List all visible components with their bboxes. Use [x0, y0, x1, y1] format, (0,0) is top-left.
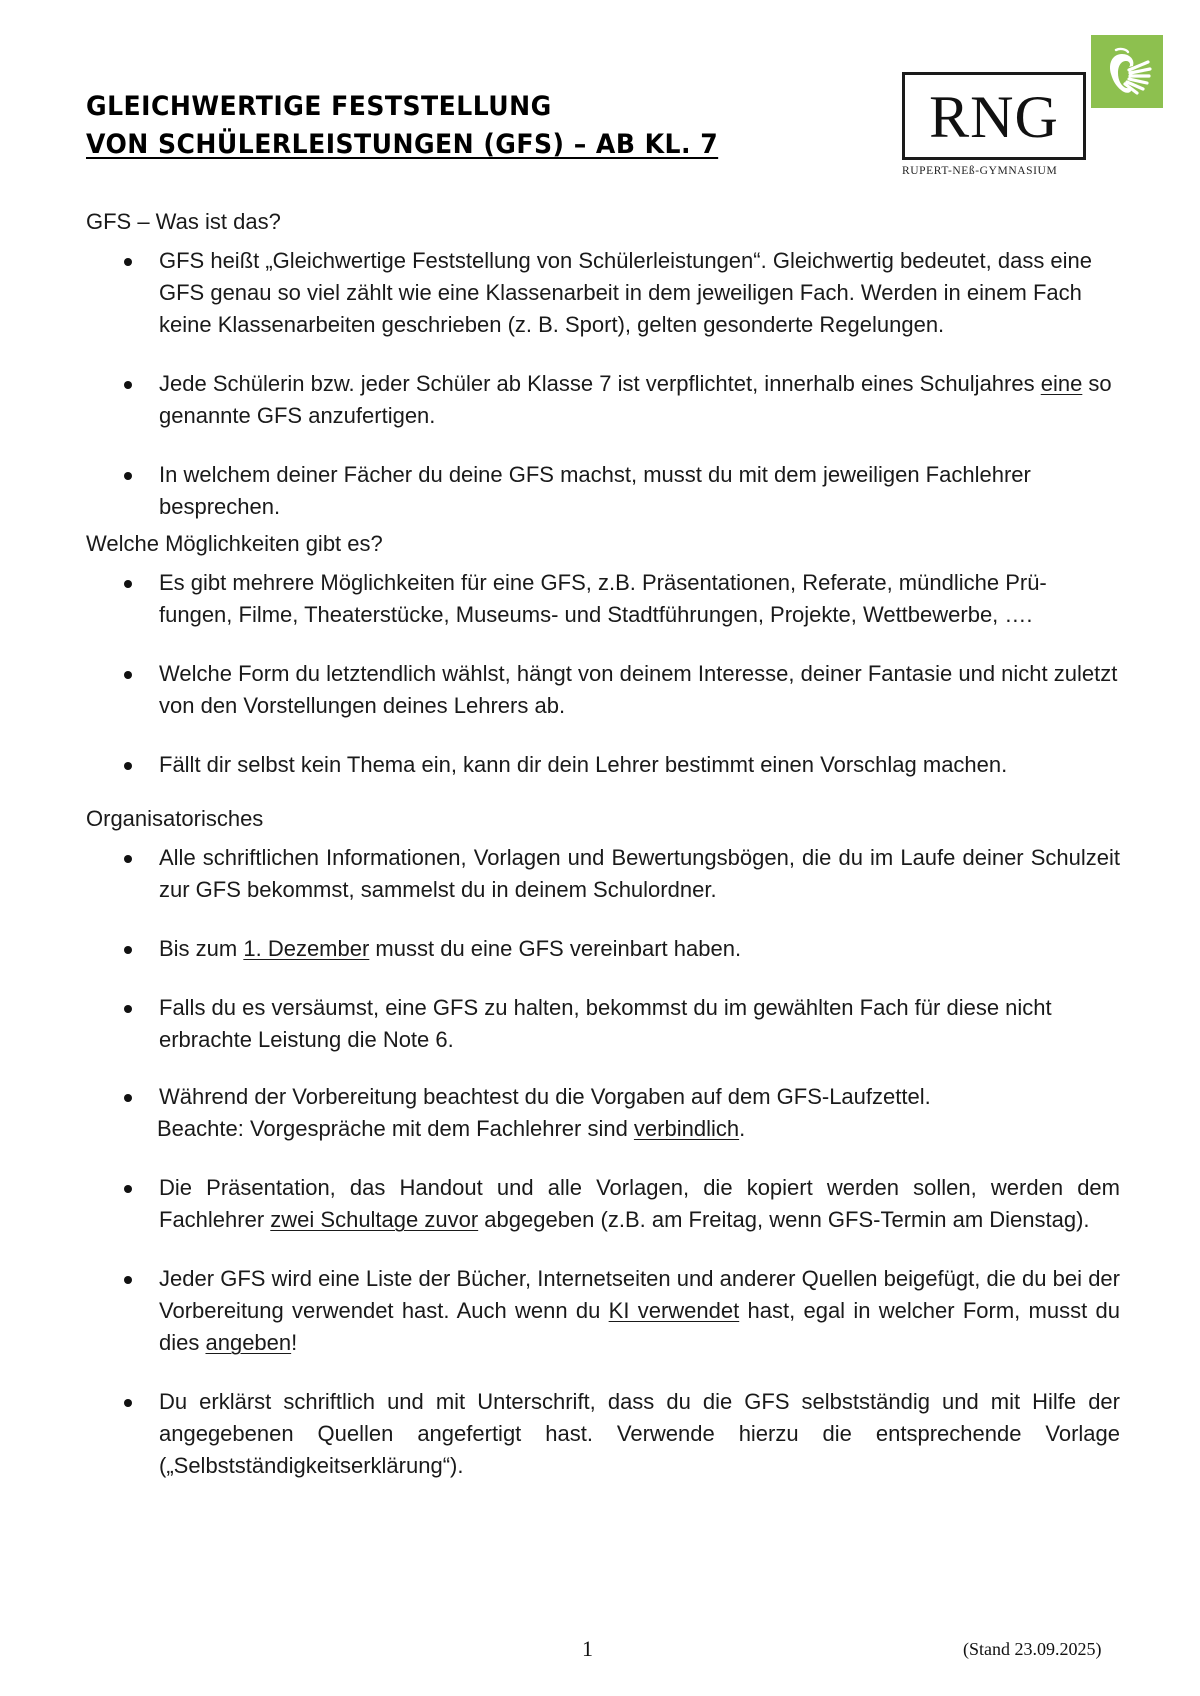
list-item [86, 567, 1120, 631]
emphasis-text: 1. Dezember [243, 936, 370, 961]
list-item [86, 658, 1120, 722]
list-item [86, 1263, 1120, 1359]
list-item-text [159, 1175, 1120, 1232]
section-1 [86, 206, 1120, 523]
text-run: Falls du es versäumst, eine GFS zu halten, bekommst du im gewählten Fach für diese nicht erbrachte Leistung die Note 6. [159, 995, 1052, 1052]
list-item-text [159, 752, 1007, 777]
bullet-icon [124, 1185, 132, 1193]
list-item-text [159, 1266, 1120, 1355]
section-2 [86, 528, 1120, 781]
bullet-icon [124, 472, 132, 480]
list-item [86, 992, 1120, 1056]
logo-letters: RNG [929, 84, 1059, 150]
bullet-icon [124, 946, 132, 954]
section-heading: GFS – Was ist das? [86, 209, 281, 234]
text-run: so genannte GFS anzufertigen. [159, 371, 1112, 428]
bullet-list [86, 567, 1120, 781]
text-run: Du erklärst schriftlich und mit Unterschrift, dass du die GFS selbstständig und mit Hilfe der angegebenen Quellen angefertigt hast. Verwende hierzu die entsprechende Vorlage („Selbstständigkeitserklärung“). [159, 1389, 1120, 1478]
section-heading: Organisatorisches [86, 806, 264, 831]
text-run: Bis zum [159, 936, 244, 961]
text-run: Alle schriftlichen Informationen, Vorlagen und Bewertungsbögen, die du im Laufe deiner Schulzeit zur GFS bekommst, sammelst du in deinem Schulordner. [159, 845, 1120, 902]
list-item [86, 1172, 1120, 1236]
bullet-icon [124, 1005, 132, 1013]
list-item-text [159, 1084, 931, 1109]
text-run: In welchem deiner Fächer du deine GFS machst, musst du mit dem jeweiligen Fachlehrer besprechen. [159, 462, 1031, 519]
emphasis-text: zwei Schultage zuvor [270, 1207, 479, 1232]
bullet-icon [124, 762, 132, 770]
text-run: Jeder GFS wird eine Liste der Bücher, Internetseiten und anderer Quellen beigefügt, die du bei der Vorbereitung verwendet hast. Auch wenn du [159, 1266, 1120, 1323]
list-item [86, 749, 1120, 781]
section-3 [86, 803, 1120, 1482]
bullet-icon [124, 258, 132, 266]
text-run: Fällt dir selbst kein Thema ein, kann dir dein Lehrer bestimmt einen Vorschlag machen. [159, 752, 1008, 777]
list-item-text [159, 845, 1120, 902]
list-item-text [159, 1389, 1120, 1478]
list-item [86, 245, 1120, 341]
text-run: Während der Vorbereitung beachtest du die Vorgaben auf dem GFS-Laufzettel. [159, 1084, 931, 1109]
list-item [86, 1386, 1120, 1482]
text-run: Welche Form du letztendlich wählst, hängt von deinem Interesse, deiner Fantasie und nicht zuletzt von den Vorstellungen deines Lehrers ab. [159, 661, 1118, 718]
bullet-icon [124, 671, 132, 679]
text-run: Die Präsentation, das Handout und alle Vorlagen, die kopiert werden sollen, werden dem Fachlehrer [159, 1175, 1120, 1232]
logo-subtitle: RUPERT-NEß-GYMNASIUM [902, 165, 1058, 177]
text-run: hast, egal in welcher Form, musst du dies [159, 1298, 1120, 1355]
list-item-text [159, 995, 1052, 1052]
logo-frame [902, 72, 1086, 160]
emphasis-text: KI verwendet [608, 1298, 740, 1323]
text-run: Es gibt mehrere Möglichkeiten für eine GFS, z.B. Präsentationen, Referate, mündliche Prü-fungen, Filme, Theaterstücke, Museums- und Stadtführungen, Projekte, Wettbewerbe, …. [159, 570, 1047, 627]
title-line-1: GLEICHWERTIGE FESTSTELLUNG [86, 91, 552, 122]
bullet-list [86, 245, 1120, 523]
dragon-emblem-icon [1102, 46, 1152, 98]
list-item [86, 1081, 1120, 1145]
bullet-icon [124, 855, 132, 863]
bullet-icon [124, 1399, 132, 1407]
section-heading: Welche Möglichkeiten gibt es? [86, 531, 383, 556]
emphasis-text: verbindlich [633, 1116, 740, 1141]
list-item [86, 459, 1120, 523]
document-title [86, 88, 718, 164]
list-item [86, 933, 1120, 965]
list-item [86, 368, 1120, 432]
bullet-icon [124, 381, 132, 389]
list-item [86, 842, 1120, 906]
text-run: Beachte: Vorgespräche mit dem Fachlehrer sind [157, 1116, 634, 1141]
bullet-icon [124, 1276, 132, 1284]
list-item-text [159, 248, 1092, 337]
note-line [157, 1113, 1120, 1145]
list-item-text [159, 570, 1047, 627]
text-run: ! [291, 1330, 298, 1355]
list-item-text [159, 371, 1112, 428]
bullet-icon [124, 580, 132, 588]
text-run: abgegeben (z.B. am Freitag, wenn GFS-Termin am Dienstag). [478, 1207, 1090, 1232]
list-item-text [159, 661, 1117, 718]
list-item-text [159, 462, 1031, 519]
text-run: . [739, 1116, 746, 1141]
emphasis-text: eine [1040, 371, 1083, 396]
page-number: 1 [582, 1636, 593, 1661]
logo-emblem [1091, 35, 1163, 108]
text-run: musst du eine GFS vereinbart haben. [369, 936, 742, 961]
revision-date: (Stand 23.09.2025) [963, 1639, 1102, 1659]
bullet-icon [124, 1094, 132, 1102]
bullet-list [86, 842, 1120, 1482]
title-line-2: VON SCHÜLERLEISTUNGEN (GFS) – AB KL. 7 [86, 129, 719, 160]
list-item-text [159, 936, 741, 961]
emphasis-text: angeben [205, 1330, 292, 1355]
text-run: Jede Schülerin bzw. jeder Schüler ab Klasse 7 ist verpflichtet, innerhalb eines Schuljahres [159, 371, 1041, 396]
text-run: GFS heißt „Gleichwertige Feststellung von Schülerleistungen“. Gleichwertig bedeutet, dass eine GFS genau so viel zählt wie eine Klassenarbeit in dem jeweiligen Fach. Werden in einem Fach keine Klassenarbeiten geschrieben (z. B. Sport), gelten gesonderte Regelungen. [159, 248, 1093, 337]
